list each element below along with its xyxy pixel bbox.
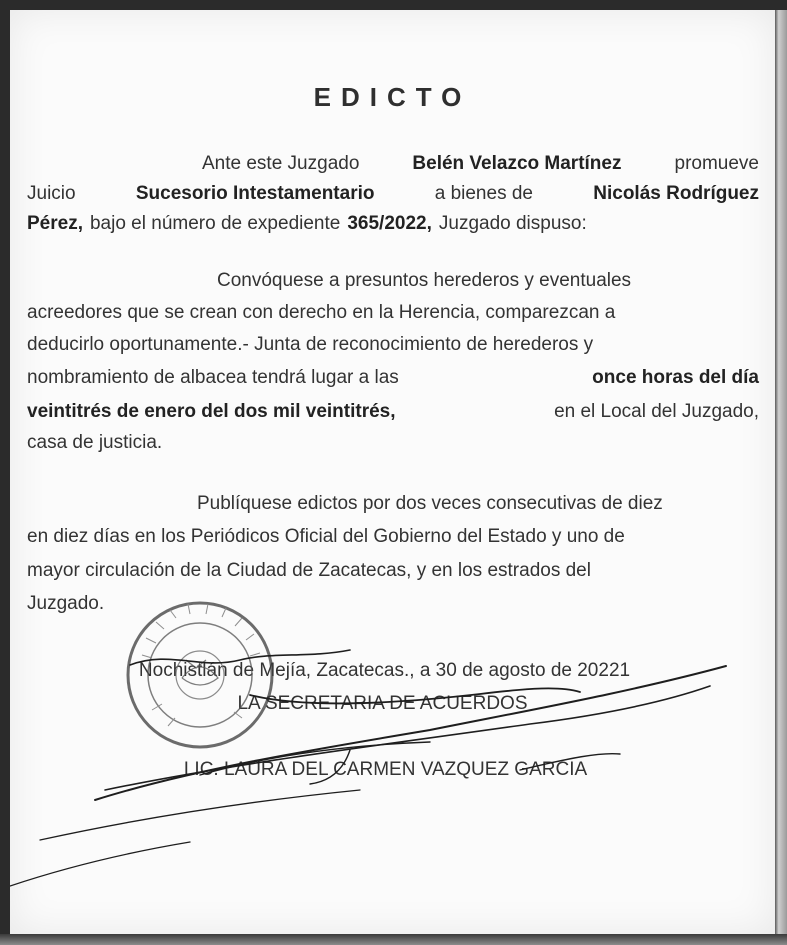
p2-line-1: Convóquese a presuntos herederos y eventuales	[217, 270, 632, 291]
p3-line-4: Juzgado.	[27, 593, 105, 614]
p1-line-3: Pérez, bajo el número de expediente 365/2022, Juzgado dispuso:	[27, 213, 587, 234]
page-edge-right	[775, 10, 787, 945]
page-edge-bottom	[0, 934, 787, 945]
signer-name: LIC. LAURA DEL CARMEN VAZQUEZ GARCIA	[183, 759, 588, 780]
p1-line-2: Juicio Sucesorio Intestamentario a bienes de Nicolás Rodríguez	[27, 183, 759, 204]
seal-and-signature	[10, 10, 775, 934]
p3-line-2: en diez días en los Periódicos Oficial del Gobierno del Estado y uno de	[27, 526, 625, 547]
p1-line-1: Ante este Juzgado Belén Velazco Martínez promueve	[202, 153, 759, 174]
official-seal	[128, 603, 272, 747]
p2-line-5: veintitrés de enero del dos mil veintitrés, en el Local del Juzgado,	[27, 401, 759, 422]
signer-role: LA SECRETARIA DE ACUERDOS	[237, 693, 528, 714]
document-title: EDICTO	[313, 82, 472, 112]
p2-line-6: casa de justicia.	[27, 432, 163, 453]
document-page	[10, 10, 775, 934]
p3-line-3: mayor circulación de la Ciudad de Zacatecas, y en los estrados del	[27, 560, 591, 581]
p3-line-1: Publíquese edictos por dos veces consecutivas de diez	[197, 493, 663, 514]
p2-line-4: nombramiento de albacea tendrá lugar a las once horas del día	[27, 367, 759, 388]
p2-line-3: deducirlo oportunamente.- Junta de reconocimiento de herederos y	[27, 334, 594, 355]
handwritten-signature	[10, 650, 726, 886]
place-date: Nochistlán de Mejía, Zacatecas., a 30 de agosto de 20221	[138, 660, 631, 681]
p2-line-2: acreedores que se crean con derecho en la Herencia, comparezcan a	[27, 302, 616, 323]
